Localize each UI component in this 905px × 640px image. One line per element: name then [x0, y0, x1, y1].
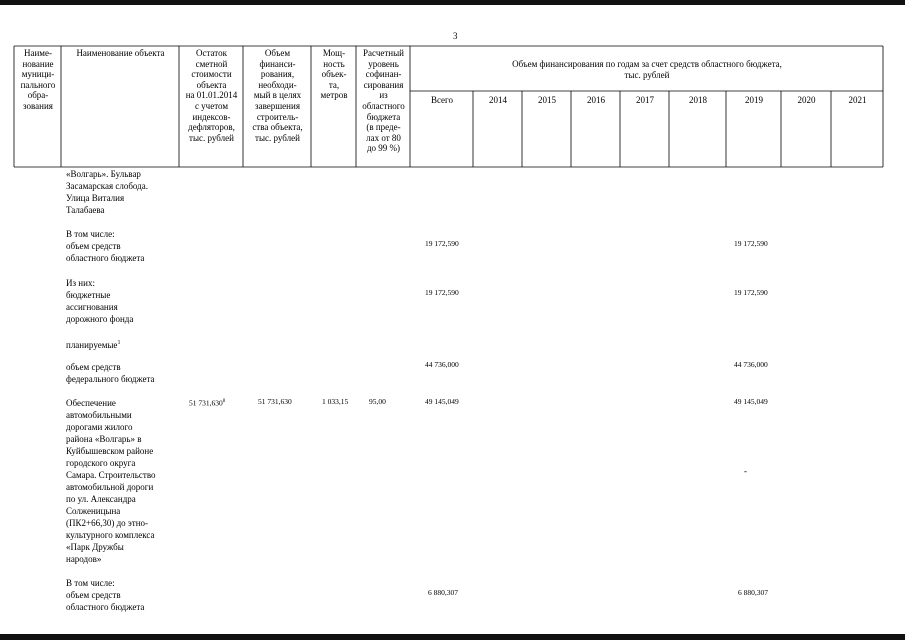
header-year-2020: 2020 [797, 95, 816, 105]
row-object-2019: 49 145,049 [734, 397, 768, 406]
stray-mark: - [744, 466, 747, 476]
row-regional-budget-label: В том числе: объем средств областного бюджета [66, 229, 145, 263]
row-object-required: 51 731,630 [258, 397, 292, 406]
page-bottom-border [0, 634, 905, 640]
row-object-name-continued: «Волгарь». Бульвар Засамарская слобода. Улица Виталия Талабаева [66, 169, 148, 215]
header-financing-group: Объем финансирования по годам за счет средств областного бюджета, тыс. рублей [512, 59, 782, 80]
header-year-2021: 2021 [848, 95, 867, 105]
row-road-fund-total: 19 172,590 [425, 288, 459, 297]
header-municipality: Наиме- нование муници- пального обра- зования [20, 48, 56, 111]
header-capacity: Мощ- ность объек- та, метров [320, 48, 348, 101]
header-year-2016: 2016 [587, 95, 605, 105]
header-year-total: Всего [430, 95, 454, 105]
row-regional-budget-2019: 19 172,590 [734, 239, 768, 248]
row-regional-budget-total: 19 172,590 [425, 239, 459, 248]
header-remaining-cost: Остаток сметной стоимости объекта на 01.01.2014 с учетом индексов- дефляторов, тыс. рублей [185, 48, 238, 143]
row-federal-budget-total: 44 736,000 [425, 360, 459, 369]
row-planned-footnote: 1 [117, 340, 121, 346]
header-cofinancing-rate: Расчетный уровень софинан- сирования из областного бюджета (в преде- лах от 80 до 99 %) [362, 48, 405, 154]
row-object-remaining-cost [189, 397, 225, 408]
row-planned-label [66, 337, 120, 351]
row-regional-budget-2-total: 6 880,307 [428, 588, 458, 597]
row-object-remaining-value: 51 731,630 [189, 398, 223, 408]
row-federal-budget-label: объем средств федерального бюджета [66, 362, 155, 384]
row-object-rate: 95,00 [369, 397, 386, 406]
page-number: 3 [453, 31, 458, 41]
row-road-fund-2019: 19 172,590 [734, 288, 768, 297]
header-year-2015: 2015 [538, 95, 556, 105]
row-road-fund-label: Из них: бюджетные ассигнования дорожного фонда [66, 278, 134, 324]
row-object-capacity: 1 033,15 [322, 397, 349, 406]
header-required-financing: Объем финанси- рования, необходи- мый в целях завершения строитель- ства объекта, тыс. рублей [252, 48, 303, 143]
row-planned-text: планируемые [66, 340, 118, 350]
row-regional-budget-2-2019: 6 880,307 [738, 588, 768, 597]
header-year-2019: 2019 [745, 95, 763, 105]
row-object-remaining-footnote: 8 [222, 399, 226, 404]
header-year-2014: 2014 [489, 95, 507, 105]
header-year-2018: 2018 [689, 95, 707, 105]
row-object-name: Обеспечение автомобильными дорогами жилого района «Волгарь» в Куйбышевском районе городского округа Самара. Строительство автомобильной дороги по ул. Александра Солженицына (ПК2+66,30) до этно- культурного комплекса «Парк Дружбы народов» [66, 398, 156, 564]
header-object-name: Наименование объекта [76, 48, 165, 58]
header-year-2017: 2017 [636, 95, 654, 105]
row-regional-budget-2-label: В том числе: объем средств областного бюджета [66, 578, 145, 612]
row-federal-budget-2019: 44 736,000 [734, 360, 768, 369]
row-object-total: 49 145,049 [425, 397, 459, 406]
